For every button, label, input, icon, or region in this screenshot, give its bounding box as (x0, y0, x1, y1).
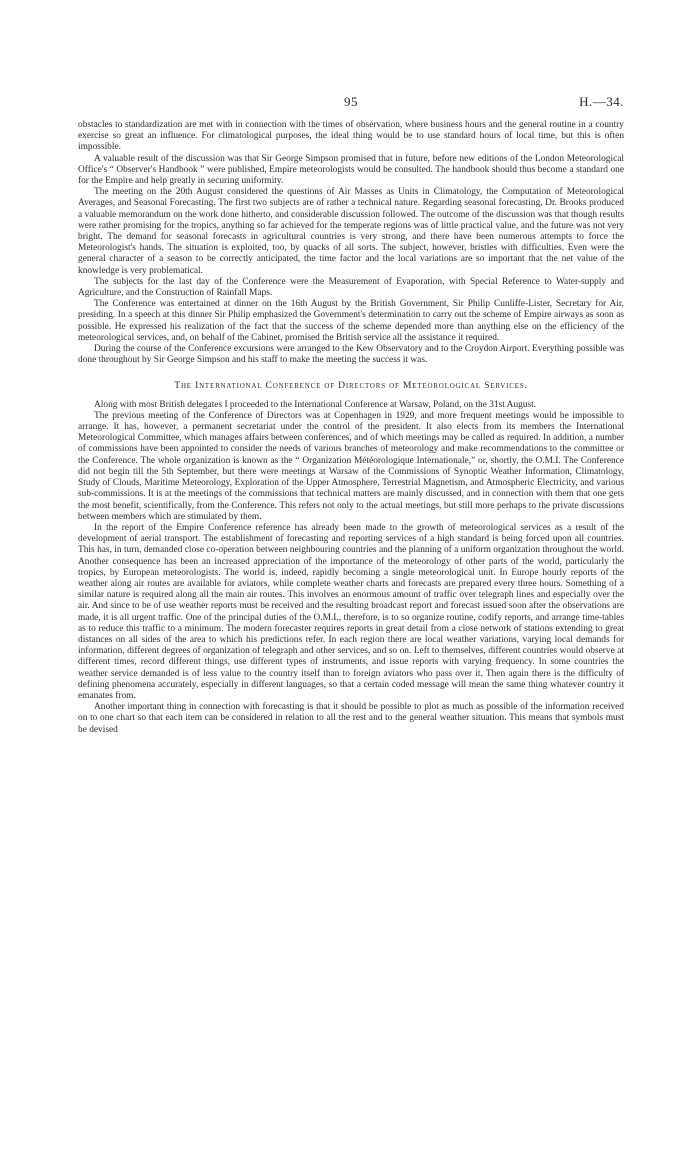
section-empire-conference (78, 120, 624, 366)
paragraph: A valuable result of the discussion was that Sir George Simpson promised that in future, before new editions of the London Meteorological Office's “ Observer's Handbook ” were published, Empire meteorologists would be consulted. The handbook should thus become a standard one for the Empire and help greatly in securing uniformity. (78, 153, 624, 187)
paragraph: The Conference was entertained at dinner on the 16th August by the British Government, Sir Philip Cunliffe-Lister, Secretary for Air, presiding. In a speech at this dinner Sir Philip emphasized the Government's determination to carry out the scheme of Empire airways as soon as possible. He expressed his realization of the fact that the success of the scheme depended more than anything else on the efficiency of the meteorological services, and, on behalf of the Cabinet, promised the British service all the assistance it required. (78, 299, 624, 343)
paragraph: obstacles to standardization are met with in connection with the times of observation, where business hours and the general routine in a country exercise so great an influence. For climatological purposes, the ideal thing would be to use standard hours of local time, but this is often impossible. (78, 120, 624, 153)
document-reference: H.—34. (579, 94, 624, 109)
page-header (78, 96, 624, 120)
paragraph: The subjects for the last day of the Conference were the Measurement of Evaporation, with Special Reference to Water-supply and Agriculture, and the Construction of Rainfall Maps. (78, 276, 624, 299)
paragraph: Another important thing in connection with forecasting is that it should be possible to plot as much as possible of the information received on to one chart so that each item can be considered in relation to all the rest and to the general weather situation. This means that symbols must be devised (78, 702, 624, 735)
paragraph: Along with most British delegates I proceeded to the International Conference at Warsaw, Poland, on the 31st August. (94, 399, 537, 410)
document-page (78, 96, 624, 736)
paragraph: The previous meeting of the Conference of Directors was at Copenhagen in 1929, and more frequent meetings would be impossible to arrange. It has, however, a permanent secretariat under the control of the president. It also elects from its members the International Meteorological Committee, which manages affairs between conferences, and of which meetings may be called as required. In addition, a number of commissions have been appointed to consider the needs of various branches of meteorology and make recommendations to the committee or the Conference. The whole organization is known as the “ Organization Météorologique Internationale,” or, shortly, the O.M.I. The Conference did not begin till the 5th September, but there were meetings at Warsaw of the Commissions of Synoptic Weather Information, Climatology, Study of Clouds, Maritime Meteorology, Exploration of the Upper Atmosphere, Terrestrial Magnetism, and Atmospheric Electricity, and various sub-commissions. It is at the meetings of the commissions that technical matters are mainly discussed, and in connection with them that one gets the most benefit, scientifically, from the Conference. This refers not only to the actual meetings, but still more perhaps to the private discussions between members which are stimulated by them. (78, 410, 624, 522)
paragraph: During the course of the Conference excursions were arranged to the Kew Observatory and to the Croydon Airport. Everything possible was done throughout by Sir George Simpson and his staff to make the meeting the success it was. (78, 344, 624, 366)
page-number: 95 (344, 94, 358, 109)
section-heading: The International Conference of Directors of Meteorological Services. (174, 380, 528, 392)
paragraph: In the report of the Empire Conference reference has already been made to the growth of meteorological services as a result of the development of aerial transport. The establishment of forecasting and reporting services of a high standard is being forced upon all countries. This has, in turn, demanded close co-operation between neighbouring countries and the planning of a uniform organization throughout the world. Another consequence has been an increased appreciation of the importance of the meteorology of other parts of the world, particularly the tropics, by European meteorologists. The world is, indeed, rapidly becoming a single meteorological unit. In Europe hourly reports of the weather along air routes are available for aviators, while complete weather charts and forecasts are prepared every three hours. Something of a similar nature is required along all the main air routes. This involves an enormous amount of traffic over telegraph lines and especially over the air. And since to be of use weather reports must be received and the resulting broadcast report and forecast issued soon after the observations are made, it is all urgent traffic. One of the principal duties of the O.M.I., therefore, is to so organize routine, codify reports, and arrange time-tables as to reduce this traffic to a minimum. The modern forecaster requires reports in great detail from a close network of stations extending to great distances on all sides of the area to which his predictions refer. In each region there are local weather variations, varying local demands for information, different degrees of organization of telegraph and other services, and so on. Left to themselves, different countries would observe at different times, record different things, use different types of instruments, and issue reports with varying frequency. In some countries the weather service demanded is of less value to the country itself than to foreign aviators who pass over it. Then again there is the difficulty of defining phenomena accurately, especially in different languages, so that a certain coded message will mean the same thing whatever country it emanates from. (78, 522, 624, 701)
paragraph: The meeting on the 20th August considered the questions of Air Masses as Units in Climatology, the Computation of Meteorological Averages, and Seasonal Forecasting. The first two subjects are of rather a technical nature. Regarding seasonal forecasting, Dr. Brooks produced a valuable memorandum on the work done hitherto, and considerable discussion followed. The outcome of the discussion was that though results were rather promising for the tropics, anything so far achieved for the temperate regions was of little practical value, and the future was not very bright. The demand for seasonal forecasts in agricultural countries is very strong, and there have been numerous attempts to force the Meteorologist's hands. The situation is exploited, too, by quacks of all sorts. The subject, however, bristles with difficulties. Even were the general character of a season to be correctly anticipated, the time factor and the local variations are so important that the net value of the knowledge is very problematical. (78, 187, 624, 276)
section-international-conference (78, 380, 624, 735)
